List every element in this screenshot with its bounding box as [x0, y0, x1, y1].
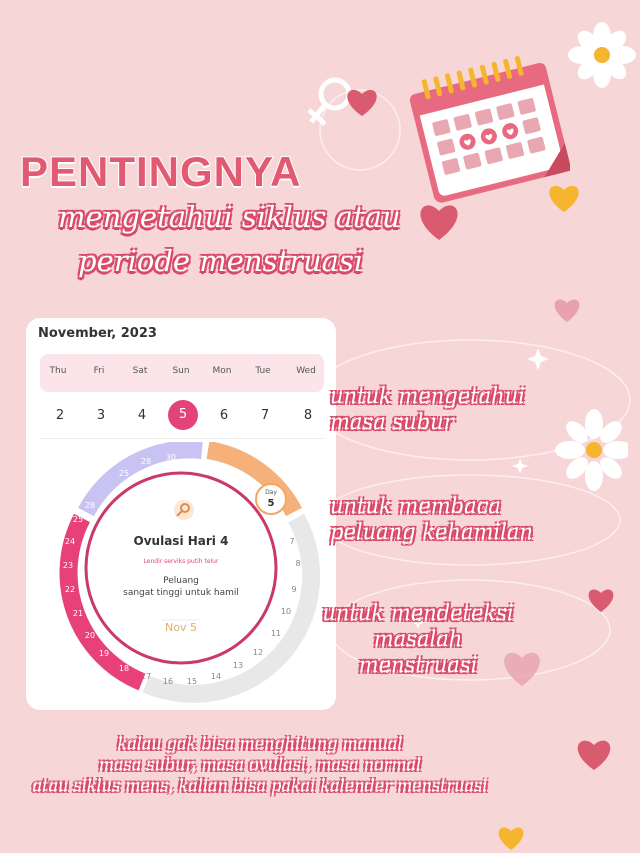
feature-fertile-line1: untuk mengetahui: [330, 384, 525, 408]
date-cell-selected[interactable]: 5: [168, 400, 198, 430]
feature-detect-line1: untuk mendeteksi: [322, 601, 514, 625]
cycle-day: 25: [118, 469, 130, 478]
divider: [40, 438, 324, 439]
chance-line1: Peluang: [163, 576, 199, 586]
ovulation-icon: [174, 500, 194, 520]
footer-text: [0, 733, 520, 796]
cycle-day: 20: [84, 631, 96, 640]
cycle-day: 30: [165, 453, 177, 462]
cycle-day: 17: [140, 672, 152, 681]
feature-pregnancy-line2: peluang kehamilan: [330, 520, 533, 544]
feature-pregnancy: [330, 493, 533, 545]
cycle-day: 10: [280, 607, 292, 616]
weekday-label: Tue: [255, 366, 271, 376]
feature-detect-line3: menstruasi: [358, 653, 478, 677]
cycle-day: 23: [62, 561, 74, 570]
date-cell[interactable]: 2: [55, 408, 65, 423]
heart-icon: [344, 86, 380, 118]
cycle-day: 24: [64, 537, 76, 546]
footer-line3: atau siklus mens, kalian bisa pakai kalender menstruasi: [32, 776, 488, 795]
cycle-day: 22: [64, 585, 76, 594]
cycle-day: 15: [186, 677, 198, 686]
heart-icon: [586, 586, 616, 614]
weekday-row: [40, 354, 324, 392]
cycle-day: 25: [72, 515, 84, 524]
heart-icon: [552, 296, 582, 324]
cycle-ring: [26, 442, 336, 710]
feature-fertile: [330, 383, 525, 435]
ovulation-note: Lendir serviks putih telur: [143, 558, 219, 565]
heart-icon: [574, 736, 614, 772]
heart-icon: [496, 824, 526, 852]
feature-pregnancy-line1: untuk membaca: [330, 494, 501, 518]
cycle-day: 16: [162, 677, 174, 686]
ovulation-title: Ovulasi Hari 4: [133, 534, 229, 548]
chance-line2: sangat tinggi untuk hamil: [123, 588, 239, 598]
feature-fertile-line2: masa subur: [330, 410, 454, 434]
footer-line1: kalau gak bisa menghitung manual: [117, 734, 403, 753]
subtitle-line2: periode menstruasi: [78, 244, 364, 278]
cycle-day: 8: [285, 515, 291, 524]
cycle-day: 12: [252, 648, 264, 657]
subtitle-line1: mengetahui siklus atau: [58, 200, 401, 234]
cycle-day: 28: [84, 501, 96, 510]
cycle-day: 14: [210, 672, 222, 681]
page-title: PENTINGNYA: [20, 148, 302, 195]
weekday-label: Mon: [212, 366, 232, 376]
feature-detect: [318, 600, 518, 678]
date-cell[interactable]: 3: [96, 408, 106, 423]
cycle-day: 13: [232, 661, 244, 670]
calendar-month: November, 2023: [38, 326, 157, 341]
weekday-label: Sat: [132, 366, 148, 376]
date-cell[interactable]: 7: [260, 408, 270, 423]
weekday-label: Fri: [93, 366, 105, 376]
cycle-day: 28: [140, 457, 152, 466]
weekday-label: Sun: [172, 366, 190, 376]
calendar-icon: [400, 40, 570, 210]
weekday-label: Wed: [296, 366, 316, 376]
day-badge: [256, 484, 286, 514]
calendar-card: [26, 318, 336, 710]
date-cell[interactable]: 4: [137, 408, 147, 423]
svg-text:Day: Day: [265, 489, 277, 496]
star-icon: [527, 348, 549, 370]
center-date: Nov 5: [165, 621, 197, 634]
feature-detect-line2: masalah: [373, 627, 463, 651]
cycle-day: 7: [289, 537, 295, 546]
weekday-label: Thu: [49, 366, 67, 376]
cycle-day: 8: [295, 559, 301, 568]
cycle-day: 18: [118, 664, 130, 673]
cycle-day: 1: [203, 453, 209, 462]
footer-line2: masa subur, masa ovulasi, masa normal: [98, 755, 422, 774]
star-icon: [512, 458, 528, 474]
flower-icon: [564, 22, 640, 88]
date-cell[interactable]: 6: [219, 408, 229, 423]
cycle-day: 19: [98, 649, 110, 658]
flower-icon: [552, 408, 628, 492]
date-cell[interactable]: 8: [303, 408, 313, 423]
cycle-day: 9: [291, 585, 297, 594]
cycle-day: 11: [270, 629, 282, 638]
cycle-day: 21: [72, 609, 84, 618]
svg-text:5: 5: [267, 498, 275, 509]
